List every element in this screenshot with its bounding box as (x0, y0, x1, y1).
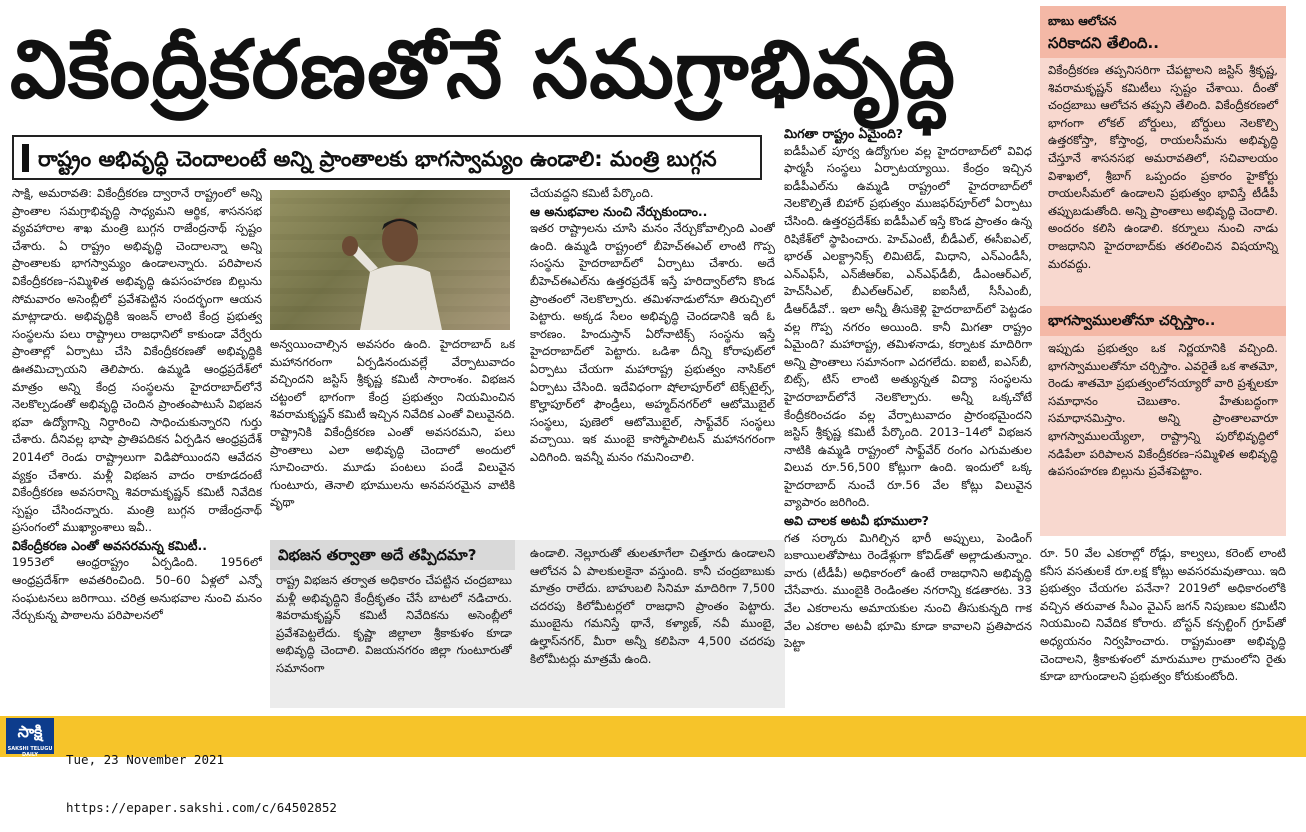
article-column-4 (784, 125, 1032, 715)
column-3-subheading: ఆ అనుభవాల నుంచి నేర్చుకుందాం.. (530, 203, 708, 219)
sidebar-box-text (276, 572, 512, 704)
column-4-subheading-2: అవి చాలక అటవీ భూములా? (784, 513, 929, 529)
speaker-figure (330, 210, 460, 330)
column-3-paragraph-2: ఇతర రాష్ట్రాలను చూసి మనం నేర్చుకోవాల్సింది ఎంతో ఉంది. ఉమ్మడి రాష్ట్రంలో బీహెచ్‌ఈఎల్ లాంటి గొప్ప సంస్థను హైదరాబాద్‌లో ఏర్పాటు చేశారు. అదే బీహెచ్‌ఈఎల్‌ను ఉత్తరప్రదేశ్ ఇస్తే హరిద్వార్‌లోని కొండ ప్రాంతంలో నెలకొల్పారు. తమిళనాడులోనూ తిరుచ్చిలో పెట్టారు. అక్కడ సేలం అభివృద్ధి చెందడానికి ఇదీ ఓ కారణం. హిందుస్తాన్ ఏరోనాటిక్స్ సంస్థను ఇస్తే హైదరాబాద్‌లో పెట్టారు. ఒడిశా దీన్ని కోరాపుట్‌లో ఏర్పాటు చేయగా మహారాష్ట్ర ప్రభుత్వం నాసిక్‌లో ఏర్పాటు చేసింది. ఇదేవిధంగా షోలాపూర్‌లో టెక్స్‌టైల్స్, కొల్హాపూర్‌లో ఫౌండ్రీలు, అహ్మద్‌నగర్‌లో ఆటోమొబైల్ సంస్థలు, పుణెలో ఆటోమొబైల్, సాఫ్ట్‌వేర్ సంస్థలు వచ్చాయి. ఇక ముంబై కాస్మోపాలిటన్ మహానగరంగా ఎదిగింది. ఇవన్నీ మనం గమనించాలి. (530, 221, 775, 464)
sidebar-box-paragraph-2: ఉండాలి. నెల్లూరుతో తులతూగేలా చిత్తూరు ఉండాలని ఆలోచన ఏ పాలకులకైనా వస్తుంది. కానీ చంద్రబాబుకు మాత్రం రాలేదు. బాహుబలి సినిమా మాదిరిగా 7,500 చదరపు కిలోమీటర్లలో రాజధాని ప్రాంతం పెట్టారు. ముంబైను గమనిస్తే థానే, కళ్యాణ్, నవీ ముంబై, ఉల్హాస్‌నగర్, మీరా అన్నీ కలిపినా 4,500 చదరపు కిలోమీటర్లు మాత్రమే ఉంది. (530, 546, 775, 666)
column-5-paragraph: రూ. 50 వేల ఎకరాల్లో రోడ్లు, కాల్వలు, కరెంట్ లాంటి కనీస వసతులకే రూ.లక్ష కోట్లు అవసరమవుతాయి. ఇది ప్రభుత్వం చేయగల పనేనా? 2019లో అధికారంలోకి వచ్చిన తరువాత సీఎం వైఎస్ జగన్ నిపుణుల కమిటీని నియమించి నివేదిక కోరారు. బోస్టన్ కన్సల్టింగ్ గ్రూప్‌తో అధ్యయనం నిర్వహించారు. రాష్ట్రమంతా అభివృద్ధి చెందాలని, శ్రీకాకుళంలో మారుమూల గ్రామంలోని రైతు కూడా బాగుండాలని ప్రభుత్వం కోరుకుంటోంది. (1040, 546, 1286, 684)
side-box-heading-line-1: బాబు ఆలోచన (1048, 14, 1117, 28)
side-box-paragraph-2: ఇప్పుడు ప్రభుత్వం ఒక నిర్ణయానికి వచ్చింది. భాగస్వాములతోనూ చర్చిస్తాం. ఎవరైతే ఒక శాతమో, రెండు శాతమో ప్రభుత్వంలోనయ్యారో వారి ప్రశ్నలకూ సమాధానం చెబుతాం. హేతుబద్ధంగా సమాధానమిస్తాం. అన్ని ప్రాంతాలవారూ భాగస్వాములయ్యేలా, రాష్ట్రాన్ని పురోభివృద్ధిలో నడిపేలా పరిపాలన వికేంద్రీకరణ–సమ్మిళిత అభివృద్ధి ఉపసంహరణ బిల్లును ప్రవేశపెట్టాం. (1048, 341, 1278, 479)
side-box-text (1040, 58, 1286, 306)
column-1-subheading: వికేంద్రీకరణ ఎంతో అవసరమన్న కమిటీ.. (12, 537, 208, 553)
logo-text: సాక్షి (17, 722, 43, 741)
sakshi-logo (6, 718, 54, 758)
logo-subtext: SAKSHI TELUGU DAILY (7, 746, 53, 758)
column-4-subheading: మిగతా రాష్ట్రం ఏమైంది? (784, 126, 904, 141)
column-1-paragraph-2: 1953లో ఆంధ్రరాష్ట్రం ఏర్పడింది. 1956లో ఆంధ్రప్రదేశ్‌గా అవతరించింది. 50–60 ఏళ్లలో ఎన్నో సంఘటనలు జరిగాయి. చరిత్ర అనుభవాల నుంచి మనం నేర్చుకున్న పాఠాలను పరిపాలనలో (12, 555, 262, 623)
side-column-box (1040, 6, 1286, 536)
side-box-text-2 (1040, 336, 1286, 534)
side-box-paragraph: వికేంద్రీకరణ తప్పనిసరిగా చేపట్టాలని జస్టిస్ శ్రీకృష్ణ, శివరామకృష్ణన్ కమిటీలు స్పష్టం చేశాయి. దీంతో చంద్రబాబు ఆలోచన తప్పని తేలింది. వికేంద్రీకరణలో భాగంగా లోకల్ బోర్డులు, బోర్డులు నెలకొల్పి ఉత్తరకోస్తా, కోస్తాంధ్ర, రాయలసీమను అభివృద్ధి చేస్తూనే శాసనసభ అమరావతిలో, సచివాలయం విశాఖలో, శ్రీబాగ్ ఒప్పందం ప్రకారం హైకోర్టు రాయలసీమలో ఉండాలని ప్రభుత్వం భావిస్తే టీడీపీ తప్పుబడుతోంది. అన్ని ప్రాంతాలు అభివృద్ధి చెందాలి. అందరం కలిసి ఉండాలి. కర్నూలు నుంచి నాడు రాజధానిని హైదరాబాద్‌కు తరలించిన విషయాన్ని మరవద్దు. (1048, 63, 1279, 271)
sub-headline-banner: రాష్ట్రం అభివృద్ధి చెందాలంటే అన్ని ప్రాంతాలకు భాగస్వామ్యం ఉండాలి: మంత్రి బుగ్గన (12, 135, 762, 180)
sidebar-box-text-2 (530, 545, 775, 705)
side-box-heading (1040, 6, 1286, 58)
side-box-heading-line-2: సరికాదని తేలింది.. (1048, 34, 1159, 52)
article-column-2 (270, 336, 515, 536)
minister-photo (270, 190, 510, 330)
column-4-paragraph: ఐడీపీఎల్ పూర్వ ఉద్యోగుల వల్ల హైదరాబాద్‌లో వివిధ ఫార్మసీ సంస్థలు ఏర్పాటయ్యాయి. కేంద్రం ఇచ్చిన ఐడీపీఎల్‌ను ఉమ్మడి రాష్ట్రంలో హైదరాబాద్‌లో నెలకొల్పితే బిహార్ ప్రభుత్వం ముజఫర్‌పూర్‌లో ఏర్పాటు చేసింది. ఉత్తరప్రదేశ్‌కు ఐడీపీఎల్ ఇస్తే కొండ ప్రాంతం ఉన్న రిషికేశ్‌లో స్థాపించారు. హెచ్‌ఎంటీ, బీడీఎల్, ఈసీఐఎల్, భారత్ ఎలక్ట్రానిక్స్ లిమిటెడ్, మిధాని, ఎన్‌ఎండీసీ, ఎన్‌ఎఫ్‌సీ, ఎన్‌జీఆర్‌ఐ, ఎన్‌ఎఫ్‌డీబీ, డీఎంఆర్‌ఎల్, హెచ్‌సీఎల్, బీఎల్‌ఆర్‌ఎల్, ఐఐసీటీ, సీసీఎంబీ, డీఆర్‌డీవో.. ఇలా అన్నీ తీసుకెళ్లి హైదరాబాద్‌లో పెట్టడం వల్ల గొప్ప నగరం అయింది. కానీ మిగతా రాష్ట్రం ఏమైంది? మహారాష్ట్ర, తమిళనాడు, కర్నాటక మాదిరిగా అన్ని ప్రాంతాలు సమానంగా ఎదగలేదు. ఐఐటీ, ఐఎస్‌బీ, బిట్స్, టిస్ లాంటి అత్యున్నత విద్యా సంస్థలను హైదరాబాద్‌లోనే నెలకొల్పారు. అన్నీ ఒక్కచోటే కేంద్రీకరించడం వల్ల వేర్పాటువాదం ప్రారంభమైందని జస్టిస్ శ్రీకృష్ణ కమిటీ పేర్కొంది. 2013–14లో విభజన నాటికి ఉమ్మడి రాష్ట్రంలో సాఫ్ట్‌వేర్ రంగం ఎగుమతుల విలువ రూ.56,500 కోట్లుగా ఉంది. ఇందులో ఒక్క హైదరాబాద్ నుంచే రూ.56 వేల కోట్లు విలువైన వ్యాపారం జరిగింది. (784, 143, 1032, 510)
column-4-paragraph-2: గత సర్కారు మిగిల్చిన భారీ అప్పులు, పెండింగ్ బకాయిలతోపాటు రెండేళ్లుగా కోవిడ్‌తో అల్లాడుతున్నాం. వారు (టీడీపీ) అధికారంలో ఉంటే రాజధానిని అభివృద్ధి చేసేవారు. ముంబైకి రెండింతల నగరాన్ని కడతారట. 33 వేల ఎకరాలను అమాయకుల నుంచి తీసుకున్నది గాక వేల ఎకరాల అటవీ భూమి కూడా కావాలని ప్రతిపాదన పెట్టా (784, 530, 1032, 651)
epaper-url[interactable]: https://epaper.sakshi.com/c/64502852 (66, 800, 337, 815)
article-column-1 (12, 185, 262, 715)
sidebar-box-heading: విభజన తర్వాతా అదే తప్పిదమా? (278, 546, 477, 564)
sidebar-box-paragraph: రాష్ట్ర విభజన తర్వాత అధికారం చేపట్టిన చంద్రబాబు మళ్లీ అభివృద్ధిని కేంద్రీకృతం చేసే బాటలో నడిచారు. శివరామకృష్ణన్ కమిటీ నివేదికను అసెంబ్లీలో ప్రవేశపెట్టలేదు. కృష్ణా జిల్లాలా శ్రీకాకుళం కూడా అభివృద్ధి చెందాలి. విజయనగరం జిల్లా గుంటూరుతో సమానంగా (276, 573, 512, 675)
column-2-paragraph: అన్వయించాల్సిన అవసరం ఉంది. హైదరాబాద్ ఒక మహానగరంగా ఏర్పడినందువల్లే వేర్పాటువాదం వచ్చిందని జస్టిస్ శ్రీకృష్ణ కమిటీ సారాంశం. విభజన చట్టంలో భాగంగా కేంద్ర ప్రభుత్వం నియమించిన శివరామకృష్ణన్ కమిటీ ఇచ్చిన నివేదిక ఎంతో విలువైనది. రాష్ట్రానికి వికేంద్రీకరణ ఎంతో అవసరమని, పలు ప్రాంతాలు ఎలా అభివృద్ధి చెందాలో అందులో సూచించారు. మూడు పంటలు పండే విలువైన గుంటూరు, తెనాలి భూములను అనవసరమైన వాటికి వృథా (270, 337, 515, 510)
article-column-3 (530, 185, 775, 535)
sidebar-box-header-bg (270, 540, 515, 570)
footer-meta (66, 720, 337, 832)
page-headline: వికేంద్రీకరణతోనే సమగ్రాభివృద్ధి (10, 23, 956, 116)
article-column-5 (1040, 545, 1286, 713)
side-box-heading-2: భాగస్వాములతోనూ చర్చిస్తాం.. (1040, 306, 1286, 336)
column-1-paragraph: సాక్షి, అమరావతి: వికేంద్రీకరణ ద్వారానే రాష్ట్రంలో అన్ని ప్రాంతాల సమగ్రాభివృద్ధి సాధ్యమని ఆర్థిక, శాసనసభ వ్యవహారాల శాఖ మంత్రి బుగ్గన రాజేంద్రనాథ్ స్పష్టం చేశారు. ఏ రాష్ట్రం అభివృద్ధి చెందాలన్నా అన్ని ప్రాంతాలకు భాగస్వామ్యం ఉండాలన్నారు. పరిపాలన వికేంద్రీకరణ–సమ్మిళిత అభివృద్ధి ఉపసంహరణ బిల్లును సోమవారం అసెంబ్లీలో ప్రవేశపెట్టిన సందర్భంగా ఆయన మాట్లాడారు. అభివృద్ధికి ఇంజన్ లాంటి కేంద్ర ప్రభుత్వ సంస్థలను పలు రాష్ట్రాలు రాజధానిలో కాకుండా వేర్వేరు ప్రాంతాల్లో ఏర్పాటు చేసి వికేంద్రీకరణతో అభివృద్ధికి ఊతమిచ్చాయని తెలిపారు. ఉమ్మడి ఆంధ్రప్రదేశ్‌లో మాత్రం అన్ని కేంద్ర సంస్థలను హైదరాబాద్‌లోనే నెలకొల్పడంతో అభివృద్ధి చెందిన ప్రాంతంపాటుసే విభజన భవా ఉద్యోగాన్ని నిర్ధారించి సాధించుకున్నారని గుర్తు చేశారు. దీనివల్ల భాషా ప్రాతిపదికన ఏర్పడిన ఆంధ్రప్రదేశ్ 2014లో రెండు రాష్ట్రాలుగా విడిపోయిందని ఆవేదన వ్యక్తం చేశారు. మళ్లీ విభజన వాదం రాకూడదంటే వికేంద్రీకరణ అవసరాన్ని శివరామకృష్ణన్ కమిటీ నివేదిక స్పష్టం చేసిందన్నారు. మంత్రి బుగ్గన రాజేంద్రనాథ్ ప్రసంగంలో ముఖ్యాంశాలు ఇవీ.. (12, 186, 262, 535)
publication-date: Tue, 23 November 2021 (66, 752, 225, 767)
column-3-paragraph: చేయవద్దని కమిటీ పేర్కొంది. (530, 186, 654, 200)
